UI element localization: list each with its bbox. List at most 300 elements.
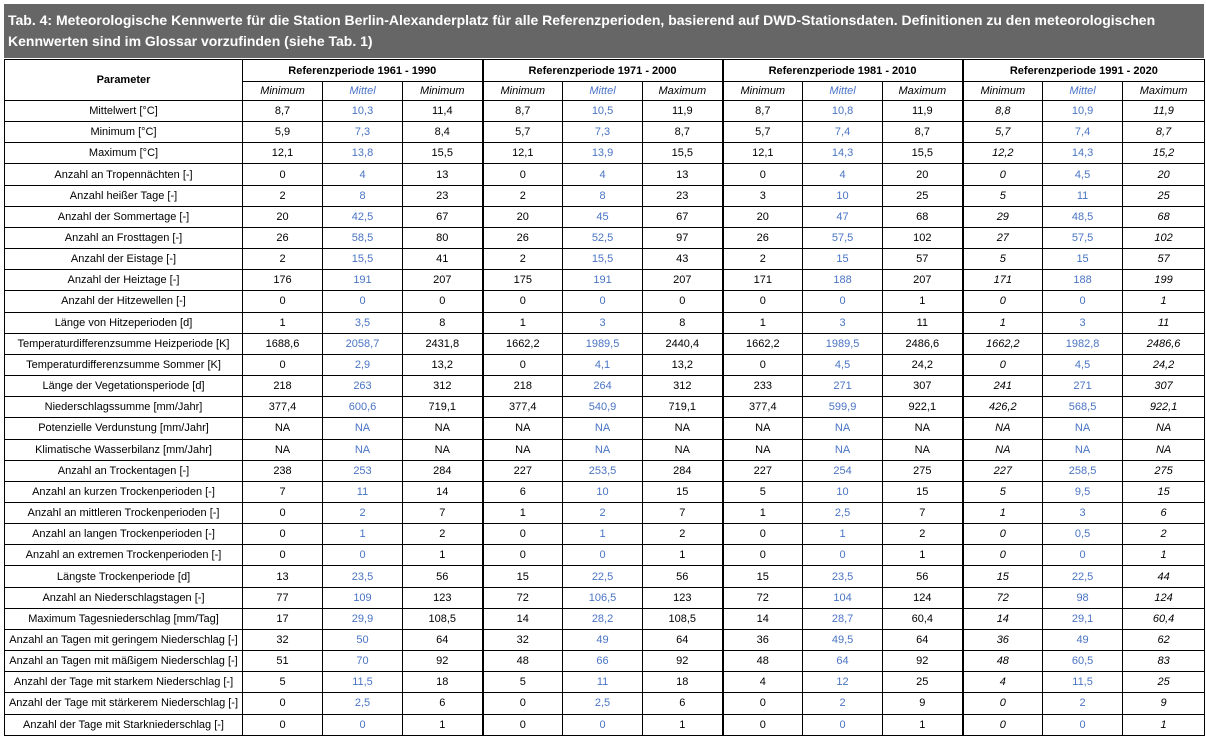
table-cell: 719,1 xyxy=(403,397,483,418)
table-cell: 0 xyxy=(563,714,643,735)
row-label: Anzahl an Niederschlagstagen [-] xyxy=(5,587,243,608)
table-cell: 241 xyxy=(963,376,1043,397)
table-cell: 227 xyxy=(963,460,1043,481)
table-cell: 1662,2 xyxy=(723,333,803,354)
table-cell: 47 xyxy=(803,206,883,227)
table-cell: 57 xyxy=(883,249,963,270)
table-row xyxy=(5,439,1205,460)
table-row xyxy=(5,206,1205,227)
table-cell: 5 xyxy=(963,185,1043,206)
table-cell: 2,5 xyxy=(323,693,403,714)
table-cell: 14 xyxy=(403,481,483,502)
table-cell: 7,3 xyxy=(323,122,403,143)
table-cell: 102 xyxy=(1123,227,1205,248)
table-cell: 8 xyxy=(643,312,723,333)
stat-header: Mittel xyxy=(803,82,883,101)
table-cell: 0 xyxy=(483,714,563,735)
table-cell: 0 xyxy=(963,524,1043,545)
table-cell: 62 xyxy=(1123,629,1205,650)
table-cell: NA xyxy=(563,418,643,439)
table-row xyxy=(5,693,1205,714)
table-cell: 2,5 xyxy=(563,693,643,714)
table-cell: 284 xyxy=(643,460,723,481)
table-cell: 719,1 xyxy=(643,397,723,418)
table-cell: 72 xyxy=(963,587,1043,608)
table-cell: 4 xyxy=(563,164,643,185)
table-cell: 307 xyxy=(1123,376,1205,397)
table-row xyxy=(5,164,1205,185)
table-cell: 2 xyxy=(643,524,723,545)
table-cell: 275 xyxy=(883,460,963,481)
table-cell: 13,8 xyxy=(323,143,403,164)
table-cell: 1 xyxy=(723,312,803,333)
table-cell: 1688,6 xyxy=(243,333,323,354)
table-cell: 3 xyxy=(723,185,803,206)
table-cell: 64 xyxy=(403,629,483,650)
table-cell: NA xyxy=(1043,439,1123,460)
table-row xyxy=(5,502,1205,523)
table-cell: 253,5 xyxy=(563,460,643,481)
table-row xyxy=(5,460,1205,481)
table-cell: 8 xyxy=(563,185,643,206)
table-cell: 24,2 xyxy=(1123,354,1205,375)
table-cell: 20 xyxy=(723,206,803,227)
table-cell: 12,2 xyxy=(963,143,1043,164)
table-cell: 8,7 xyxy=(243,101,323,122)
table-cell: 64 xyxy=(883,629,963,650)
table-cell: 2 xyxy=(723,249,803,270)
row-label: Anzahl der Heiztage [-] xyxy=(5,270,243,291)
table-cell: 1662,2 xyxy=(483,333,563,354)
table-cell: NA xyxy=(643,418,723,439)
table-cell: 6 xyxy=(643,693,723,714)
table-cell: 4,5 xyxy=(803,354,883,375)
table-cell: 14,3 xyxy=(803,143,883,164)
stat-header: Minimum xyxy=(963,82,1043,101)
table-cell: 1 xyxy=(1123,545,1205,566)
table-cell: 0 xyxy=(243,693,323,714)
table-row xyxy=(5,376,1205,397)
table-row xyxy=(5,608,1205,629)
table-cell: 4 xyxy=(963,672,1043,693)
table-cell: 171 xyxy=(723,270,803,291)
table-cell: 2 xyxy=(1043,693,1123,714)
table-cell: 70 xyxy=(323,651,403,672)
table-cell: 540,9 xyxy=(563,397,643,418)
table-cell: 922,1 xyxy=(1123,397,1205,418)
table-cell: 60,4 xyxy=(1123,608,1205,629)
table-cell: 10,5 xyxy=(563,101,643,122)
table-cell: 28,2 xyxy=(563,608,643,629)
table-cell: 8 xyxy=(403,312,483,333)
table-cell: NA xyxy=(1043,418,1123,439)
table-cell: 2486,6 xyxy=(1123,333,1205,354)
table-cell: 68 xyxy=(883,206,963,227)
row-label: Anzahl der Hitzewellen [-] xyxy=(5,291,243,312)
table-cell: 49 xyxy=(563,629,643,650)
table-cell: 15 xyxy=(483,566,563,587)
table-cell: 5,9 xyxy=(243,122,323,143)
table-cell: 0,5 xyxy=(1043,524,1123,545)
table-cell: 25 xyxy=(883,672,963,693)
stat-header: Minimum xyxy=(483,82,563,101)
table-cell: 227 xyxy=(723,460,803,481)
period-header: Referenzperiode 1971 - 2000 xyxy=(483,60,723,82)
table-cell: 2 xyxy=(563,502,643,523)
table-row xyxy=(5,122,1205,143)
table-cell: 108,5 xyxy=(403,608,483,629)
table-cell: 2 xyxy=(323,502,403,523)
table-cell: 1 xyxy=(403,545,483,566)
table-cell: 191 xyxy=(563,270,643,291)
table-cell: 26 xyxy=(723,227,803,248)
table-cell: 1 xyxy=(323,524,403,545)
table-cell: 4 xyxy=(723,672,803,693)
table-cell: 41 xyxy=(403,249,483,270)
table-cell: 1 xyxy=(243,312,323,333)
table-cell: 3 xyxy=(803,312,883,333)
table-cell: 60,5 xyxy=(1043,651,1123,672)
table-cell: 171 xyxy=(963,270,1043,291)
row-label: Anzahl an kurzen Trockenperioden [-] xyxy=(5,481,243,502)
table-row xyxy=(5,672,1205,693)
table-cell: 0 xyxy=(803,545,883,566)
table-cell: 11 xyxy=(883,312,963,333)
table-cell: 20 xyxy=(883,164,963,185)
table-cell: 29,9 xyxy=(323,608,403,629)
row-label: Maximum [°C] xyxy=(5,143,243,164)
table-cell: 7 xyxy=(643,502,723,523)
table-cell: 77 xyxy=(243,587,323,608)
table-row xyxy=(5,354,1205,375)
table-cell: 20 xyxy=(483,206,563,227)
row-label: Temperaturdifferenzsumme Heizperiode [K] xyxy=(5,333,243,354)
table-cell: 72 xyxy=(483,587,563,608)
table-cell: 42,5 xyxy=(323,206,403,227)
table-cell: 3 xyxy=(563,312,643,333)
table-cell: 7,4 xyxy=(1043,122,1123,143)
table-cell: 307 xyxy=(883,376,963,397)
table-row xyxy=(5,587,1205,608)
period-header: Referenzperiode 1991 - 2020 xyxy=(963,60,1205,82)
row-label: Länge der Vegetationsperiode [d] xyxy=(5,376,243,397)
row-label: Anzahl der Tage mit Starkniederschlag [-] xyxy=(5,714,243,735)
table-cell: 26 xyxy=(483,227,563,248)
table-cell: 14 xyxy=(963,608,1043,629)
table-cell: 0 xyxy=(723,524,803,545)
table-cell: 922,1 xyxy=(883,397,963,418)
table-cell: 0 xyxy=(723,693,803,714)
table-cell: 4,5 xyxy=(1043,164,1123,185)
table-cell: 599,9 xyxy=(803,397,883,418)
table-cell: 199 xyxy=(1123,270,1205,291)
table-cell: NA xyxy=(883,418,963,439)
table-cell: 24,2 xyxy=(883,354,963,375)
table-cell: 48,5 xyxy=(1043,206,1123,227)
row-label: Anzahl der Eistage [-] xyxy=(5,249,243,270)
table-cell: 0 xyxy=(323,714,403,735)
row-label: Anzahl an mittleren Trockenperioden [-] xyxy=(5,502,243,523)
table-cell: 49 xyxy=(1043,629,1123,650)
table-cell: 57 xyxy=(1123,249,1205,270)
table-caption: Tab. 4: Meteorologische Kennwerte für die Station Berlin-Alexanderplatz für alle Referenzperioden, basierend auf DWD-Stationsdaten. Definitionen zu den meteorologischen Kennwerten sind im Glossar vorzufinden (siehe Tab. 1) xyxy=(4,4,1204,58)
table-cell: 5,7 xyxy=(483,122,563,143)
table-cell: 258,5 xyxy=(1043,460,1123,481)
table-cell: 60,4 xyxy=(883,608,963,629)
table-cell: 0 xyxy=(483,545,563,566)
table-cell: 218 xyxy=(243,376,323,397)
stat-header: Mittel xyxy=(323,82,403,101)
row-label: Minimum [°C] xyxy=(5,122,243,143)
table-cell: 6 xyxy=(483,481,563,502)
table-cell: 0 xyxy=(243,291,323,312)
table-cell: 8 xyxy=(323,185,403,206)
table-cell: 83 xyxy=(1123,651,1205,672)
table-cell: 11,9 xyxy=(883,101,963,122)
table-cell: 23,5 xyxy=(323,566,403,587)
table-cell: 98 xyxy=(1043,587,1123,608)
table-cell: 0 xyxy=(483,291,563,312)
table-cell: 15,5 xyxy=(403,143,483,164)
row-label: Temperaturdifferenzsumme Sommer [K] xyxy=(5,354,243,375)
table-cell: 109 xyxy=(323,587,403,608)
table-cell: 264 xyxy=(563,376,643,397)
table-cell: 0 xyxy=(1043,545,1123,566)
table-cell: 191 xyxy=(323,270,403,291)
row-label: Maximum Tagesniederschlag [mm/Tag] xyxy=(5,608,243,629)
table-cell: 0 xyxy=(243,714,323,735)
table-cell: 600,6 xyxy=(323,397,403,418)
table-cell: 25 xyxy=(883,185,963,206)
table-cell: 12,1 xyxy=(483,143,563,164)
table-cell: 0 xyxy=(723,354,803,375)
table-cell: 92 xyxy=(403,651,483,672)
table-cell: 0 xyxy=(803,291,883,312)
table-cell: 0 xyxy=(483,354,563,375)
table-cell: NA xyxy=(643,439,723,460)
table-row xyxy=(5,227,1205,248)
table-cell: 0 xyxy=(1043,714,1123,735)
table-row xyxy=(5,397,1205,418)
table-cell: 0 xyxy=(243,502,323,523)
table-cell: 2058,7 xyxy=(323,333,403,354)
table-cell: 9 xyxy=(1123,693,1205,714)
table-row xyxy=(5,524,1205,545)
table-cell: 10 xyxy=(803,481,883,502)
table-cell: 5 xyxy=(723,481,803,502)
table-cell: 7,3 xyxy=(563,122,643,143)
table-cell: 1 xyxy=(963,312,1043,333)
table-cell: 6 xyxy=(403,693,483,714)
table-cell: NA xyxy=(323,439,403,460)
table-cell: 15,5 xyxy=(883,143,963,164)
table-cell: 92 xyxy=(883,651,963,672)
header-row-periods xyxy=(5,60,1205,82)
table-cell: 8,7 xyxy=(883,122,963,143)
table-cell: 0 xyxy=(243,164,323,185)
table-cell: 0 xyxy=(723,291,803,312)
table-cell: 207 xyxy=(643,270,723,291)
table-cell: 5,7 xyxy=(723,122,803,143)
row-label: Anzahl an Tagen mit geringem Niederschlag [-] xyxy=(5,629,243,650)
table-cell: NA xyxy=(963,439,1043,460)
table-cell: 58,5 xyxy=(323,227,403,248)
row-label: Anzahl an langen Trockenperioden [-] xyxy=(5,524,243,545)
table-cell: 11 xyxy=(1043,185,1123,206)
table-cell: 0 xyxy=(963,714,1043,735)
table-cell: 23,5 xyxy=(803,566,883,587)
table-cell: 66 xyxy=(563,651,643,672)
table-row xyxy=(5,291,1205,312)
row-label: Anzahl an Frosttagen [-] xyxy=(5,227,243,248)
table-cell: 15 xyxy=(883,481,963,502)
table-cell: 5 xyxy=(963,249,1043,270)
stat-header: Maximum xyxy=(883,82,963,101)
table-cell: 1 xyxy=(483,502,563,523)
table-cell: 10,9 xyxy=(1043,101,1123,122)
table-cell: 25 xyxy=(1123,672,1205,693)
table-cell: NA xyxy=(1123,439,1205,460)
table-cell: 1 xyxy=(643,545,723,566)
table-cell: 123 xyxy=(403,587,483,608)
table-row xyxy=(5,185,1205,206)
table-cell: 5 xyxy=(483,672,563,693)
table-cell: 0 xyxy=(323,291,403,312)
table-cell: 108,5 xyxy=(643,608,723,629)
table-cell: 13,9 xyxy=(563,143,643,164)
table-cell: 2 xyxy=(403,524,483,545)
table-cell: 0 xyxy=(803,714,883,735)
table-cell: 92 xyxy=(643,651,723,672)
table-cell: 2486,6 xyxy=(883,333,963,354)
table-cell: 15,2 xyxy=(1123,143,1205,164)
table-cell: 106,5 xyxy=(563,587,643,608)
table-cell: 67 xyxy=(643,206,723,227)
table-cell: 64 xyxy=(643,629,723,650)
table-cell: NA xyxy=(483,418,563,439)
table-cell: 28,7 xyxy=(803,608,883,629)
table-cell: 15 xyxy=(803,249,883,270)
table-cell: 43 xyxy=(643,249,723,270)
table-row xyxy=(5,651,1205,672)
table-cell: 5,7 xyxy=(963,122,1043,143)
table-cell: 0 xyxy=(483,164,563,185)
table-cell: 1982,8 xyxy=(1043,333,1123,354)
period-header: Referenzperiode 1961 - 1990 xyxy=(243,60,483,82)
table-cell: 2 xyxy=(803,693,883,714)
table-cell: 1 xyxy=(483,312,563,333)
table-cell: 568,5 xyxy=(1043,397,1123,418)
table-row xyxy=(5,481,1205,502)
table-cell: 23 xyxy=(403,185,483,206)
table-cell: 1 xyxy=(643,714,723,735)
table-cell: NA xyxy=(803,418,883,439)
stat-header: Maximum xyxy=(643,82,723,101)
table-cell: 2 xyxy=(243,249,323,270)
table-cell: 426,2 xyxy=(963,397,1043,418)
table-cell: 12 xyxy=(803,672,883,693)
table-cell: 11 xyxy=(323,481,403,502)
row-label: Potenzielle Verdunstung [mm/Jahr] xyxy=(5,418,243,439)
table-cell: 188 xyxy=(1043,270,1123,291)
table-cell: 9 xyxy=(883,693,963,714)
row-label: Anzahl an Trockentagen [-] xyxy=(5,460,243,481)
table-cell: 13 xyxy=(643,164,723,185)
table-cell: 15 xyxy=(723,566,803,587)
table-cell: 22,5 xyxy=(563,566,643,587)
row-label: Anzahl an Tropennächten [-] xyxy=(5,164,243,185)
table-cell: 36 xyxy=(723,629,803,650)
table-cell: 4,1 xyxy=(563,354,643,375)
table-cell: 4 xyxy=(803,164,883,185)
stat-header: Minimum xyxy=(723,82,803,101)
row-label: Längste Trockenperiode [d] xyxy=(5,566,243,587)
table-cell: 8,4 xyxy=(403,122,483,143)
table-cell: 10,3 xyxy=(323,101,403,122)
row-label: Anzahl an Tagen mit mäßigem Niederschlag [-] xyxy=(5,651,243,672)
table-cell: NA xyxy=(403,439,483,460)
table-cell: 8,7 xyxy=(483,101,563,122)
table-cell: 0 xyxy=(963,164,1043,185)
table-cell: 377,4 xyxy=(243,397,323,418)
table-cell: 48 xyxy=(483,651,563,672)
table-cell: 176 xyxy=(243,270,323,291)
table-cell: 8,7 xyxy=(1123,122,1205,143)
table-cell: 7 xyxy=(883,502,963,523)
table-cell: 15,5 xyxy=(643,143,723,164)
table-cell: 377,4 xyxy=(483,397,563,418)
table-cell: 44 xyxy=(1123,566,1205,587)
table-cell: 175 xyxy=(483,270,563,291)
table-cell: 14 xyxy=(723,608,803,629)
row-label: Anzahl heißer Tage [-] xyxy=(5,185,243,206)
table-cell: 72 xyxy=(723,587,803,608)
table-cell: NA xyxy=(403,418,483,439)
table-cell: 20 xyxy=(243,206,323,227)
table-cell: 8,7 xyxy=(643,122,723,143)
table-cell: 18 xyxy=(403,672,483,693)
table-cell: 0 xyxy=(563,545,643,566)
table-row xyxy=(5,249,1205,270)
table-cell: 0 xyxy=(403,291,483,312)
table-cell: 1 xyxy=(1123,714,1205,735)
table-cell: 56 xyxy=(883,566,963,587)
table-cell: 7 xyxy=(243,481,323,502)
table-cell: 253 xyxy=(323,460,403,481)
table-cell: 49,5 xyxy=(803,629,883,650)
table-cell: 11 xyxy=(563,672,643,693)
table-cell: 1 xyxy=(403,714,483,735)
table-cell: 7,4 xyxy=(803,122,883,143)
table-cell: 0 xyxy=(243,545,323,566)
table-cell: 3,5 xyxy=(323,312,403,333)
table-cell: 1 xyxy=(883,714,963,735)
table-cell: 275 xyxy=(1123,460,1205,481)
table-cell: 6 xyxy=(1123,502,1205,523)
table-cell: 57,5 xyxy=(803,227,883,248)
table-cell: 3 xyxy=(1043,312,1123,333)
table-cell: 1 xyxy=(883,291,963,312)
table-cell: 13,2 xyxy=(403,354,483,375)
table-cell: 29,1 xyxy=(1043,608,1123,629)
table-cell: NA xyxy=(323,418,403,439)
table-cell: 45 xyxy=(563,206,643,227)
table-cell: 15,5 xyxy=(563,249,643,270)
table-cell: 50 xyxy=(323,629,403,650)
table-cell: 1 xyxy=(1123,291,1205,312)
table-cell: 11,9 xyxy=(643,101,723,122)
table-cell: 18 xyxy=(643,672,723,693)
